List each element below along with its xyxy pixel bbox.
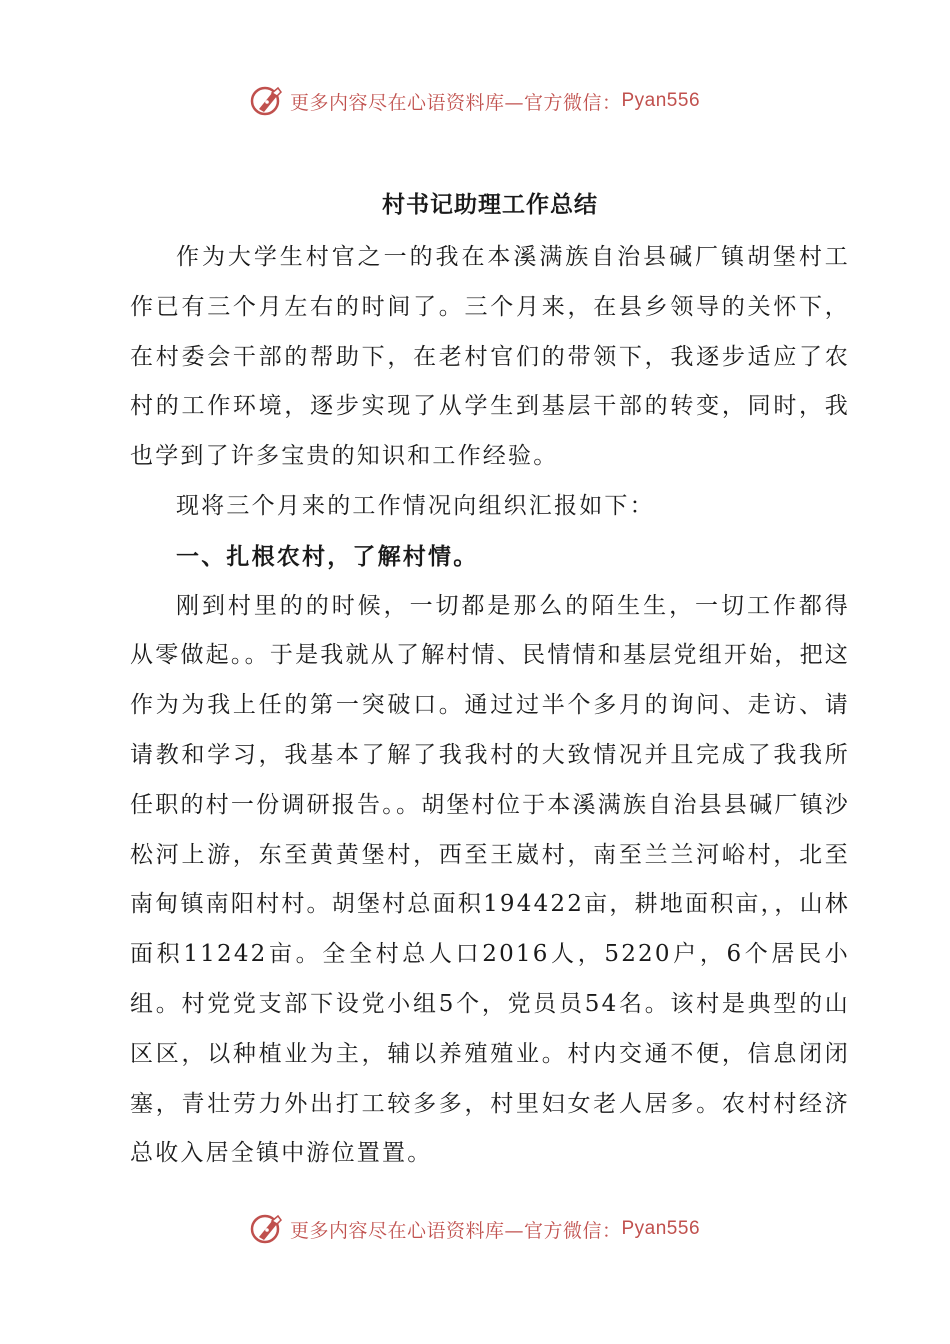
paragraph-village-overview: 刚到村里的的时候，一切都是那么的陌生生，一切工作都得从零做起。。于是我就从了解村情、民情情和基层党组开始，把这作为为我上任的第一突破口。通过过半个多月的询问、走访、请请教和学习，我基本了解了我我村的大致情况并且完成了我我所任职的村一份调研报告。。胡堡村位于本溪满族自治县县碱厂镇沙松河上游，东至黄黄堡村，西至王崴村，南至兰兰河峪村，北至南甸镇南阳村村。胡堡村总面积194422亩，耕地面积亩，，山林面积11242亩。全全村总人口2016人，5220户，6个居民小组。村党党支部下设党小组5个，党员员54名。该村是典型的山区区，以种植业为主，辅以养殖殖业。村内交通不便，信息闭闭塞，青壮劳力外出打工较多多，村里妇女老人居多。农村村经济总收入居全镇中游位置置。 (130, 592, 850, 1167)
paragraph-intro: 作为大学生村官之一的我在本溪满族自治县碱厂镇胡堡村工作已有三个月左右的时间了。三个月来，在县乡领导的关怀下，在村委会干部的帮助下，在老村官们的带领下，我逐步适应了农村的工作环境，逐步实现了从学生到基层干部的转变，同时，我也学到了许多宝贵的知识和工作经验。 (130, 244, 850, 470)
document-title: 村书记助理工作总结 (382, 191, 598, 218)
watermark-footer (0, 1212, 950, 1246)
watermark-header (0, 84, 950, 118)
watermark-text: 更多内容尽在心语资料库—官方微信： (289, 1219, 622, 1242)
watermark-wechat-id: Pyan556 (621, 1218, 701, 1239)
pen-nib-logo-icon (250, 1212, 284, 1246)
document-body (130, 185, 850, 1179)
watermark-text: 更多内容尽在心语资料库—官方微信： (289, 91, 622, 114)
watermark-wechat-id: Pyan556 (621, 90, 701, 111)
section-heading-1: 一、扎根农村，了解村情。 (176, 542, 479, 570)
pen-nib-logo-icon (250, 84, 284, 118)
paragraph-report-lead: 现将三个月来的工作情况向组织汇报如下： (176, 492, 655, 519)
